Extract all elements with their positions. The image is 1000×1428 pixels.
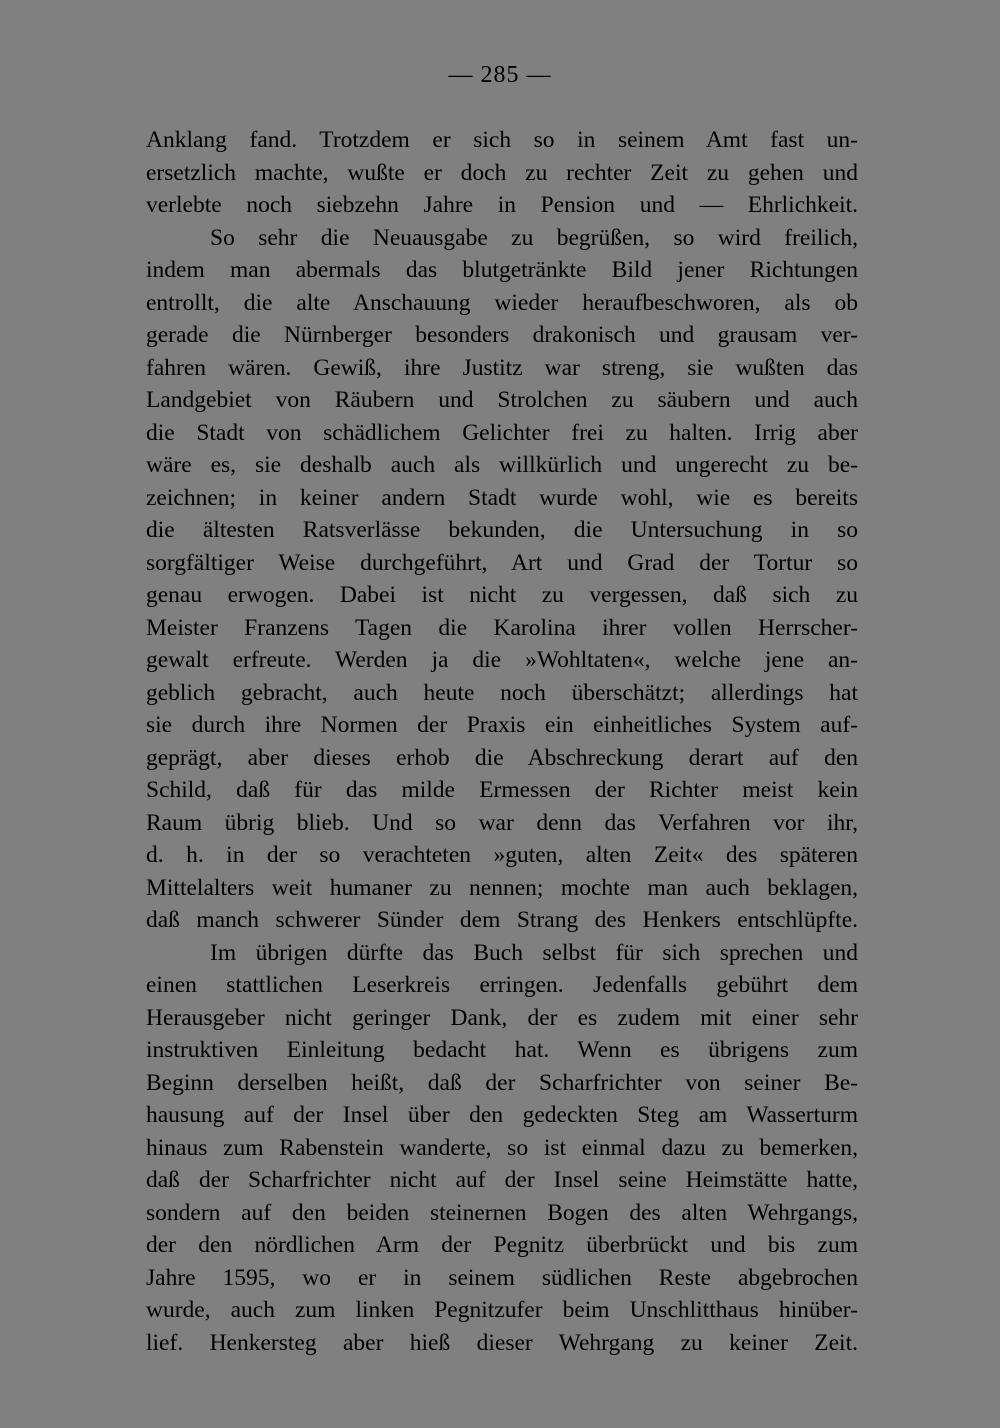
text-line: geprägt, aber dieses erhob die Abschreckung derart auf den — [146, 744, 858, 771]
text-line: die ältesten Ratsverlässe bekunden, die Untersuchung in so — [146, 517, 858, 543]
text-line: gerade die Nürnberger besonders drakonisch und grausam ver- — [146, 322, 858, 348]
text-line: wäre es, sie deshalb auch als willkürlich und ungerecht zu be- — [146, 452, 858, 478]
text-line: Mittelalters weit humaner zu nennen; mochte man auch beklagen, — [146, 874, 858, 901]
text-line: sorgfältiger Weise durchgeführt, Art und Grad der Tortur so — [146, 549, 858, 576]
page-number-header: — 285 — — [448, 62, 552, 88]
text-line: genau erwogen. Dabei ist nicht zu vergessen, daß sich zu — [146, 582, 858, 608]
text-line: fahren wären. Gewiß, ihre Justitz war streng, sie wußten das — [146, 354, 858, 381]
text-line: indem man abermals das blutgetränkte Bild jener Richtungen — [146, 257, 858, 283]
text-line: Landgebiet von Räubern und Strolchen zu säubern und auch — [146, 387, 858, 413]
text-line: entrollt, die alte Anschauung wieder heraufbeschworen, als ob — [146, 289, 858, 316]
text-line: Herausgeber nicht geringer Dank, der es zudem mit einer sehr — [146, 1004, 858, 1031]
text-line: Anklang fand. Trotzdem er sich so in seinem Amt fast un- — [146, 127, 858, 153]
text-line: Beginn derselben heißt, daß der Scharfrichter von seiner Be- — [146, 1069, 858, 1096]
body-text — [146, 124, 858, 1359]
text-line: Meister Franzens Tagen die Karolina ihrer vollen Herrscher- — [146, 614, 858, 641]
text-line: hausung auf der Insel über den gedeckten Steg am Wasserturm — [146, 1102, 858, 1128]
text-line: sondern auf den beiden steinernen Bogen des alten Wehrgangs, — [146, 1199, 858, 1226]
text-line: daß manch schwerer Sünder dem Strang des Henkers entschlüpfte. — [146, 907, 858, 933]
text-line: gewalt erfreute. Werden ja die »Wohltaten«, welche jene an- — [146, 647, 858, 673]
text-line: Raum übrig blieb. Und so war denn das Verfahren vor ihr, — [146, 809, 858, 836]
text-line: Im übrigen dürfte das Buch selbst für sich sprechen und — [210, 939, 858, 966]
text-line: Jahre 1595, wo er in seinem südlichen Reste abgebrochen — [146, 1264, 858, 1291]
text-line: daß der Scharfrichter nicht auf der Insel seine Heimstätte hatte, — [146, 1167, 858, 1193]
text-line: sie durch ihre Normen der Praxis ein einheitliches System auf- — [146, 712, 858, 738]
text-line: ersetzlich machte, wußte er doch zu rechter Zeit zu gehen und — [146, 159, 858, 186]
text-line: die Stadt von schädlichem Gelichter frei zu halten. Irrig aber — [146, 419, 858, 446]
text-line: wurde, auch zum linken Pegnitzufer beim Unschlitthaus hinüber- — [146, 1297, 858, 1323]
text-line: verlebte noch siebzehn Jahre in Pension und — Ehrlichkeit. — [146, 192, 858, 218]
text-line: geblich gebracht, auch heute noch überschätzt; allerdings hat — [146, 679, 858, 706]
text-line: zeichnen; in keiner andern Stadt wurde wohl, wie es bereits — [146, 484, 858, 511]
text-line: instruktiven Einleitung bedacht hat. Wenn es übrigens zum — [146, 1037, 858, 1063]
text-line: Schild, daß für das milde Ermessen der Richter meist kein — [146, 777, 858, 803]
text-line: lief. Henkersteg aber hieß dieser Wehrgang zu keiner Zeit. — [146, 1329, 858, 1356]
text-line: der den nördlichen Arm der Pegnitz überbrückt und bis zum — [146, 1232, 858, 1258]
text-line: hinaus zum Rabenstein wanderte, so ist einmal dazu zu bemerken, — [146, 1134, 858, 1161]
text-line: d. h. in der so verachteten »guten, alten Zeit« des späteren — [146, 842, 858, 868]
text-line: So sehr die Neuausgabe zu begrüßen, so wird freilich, — [210, 224, 858, 251]
text-line: einen stattlichen Leserkreis erringen. Jedenfalls gebührt dem — [146, 972, 858, 998]
